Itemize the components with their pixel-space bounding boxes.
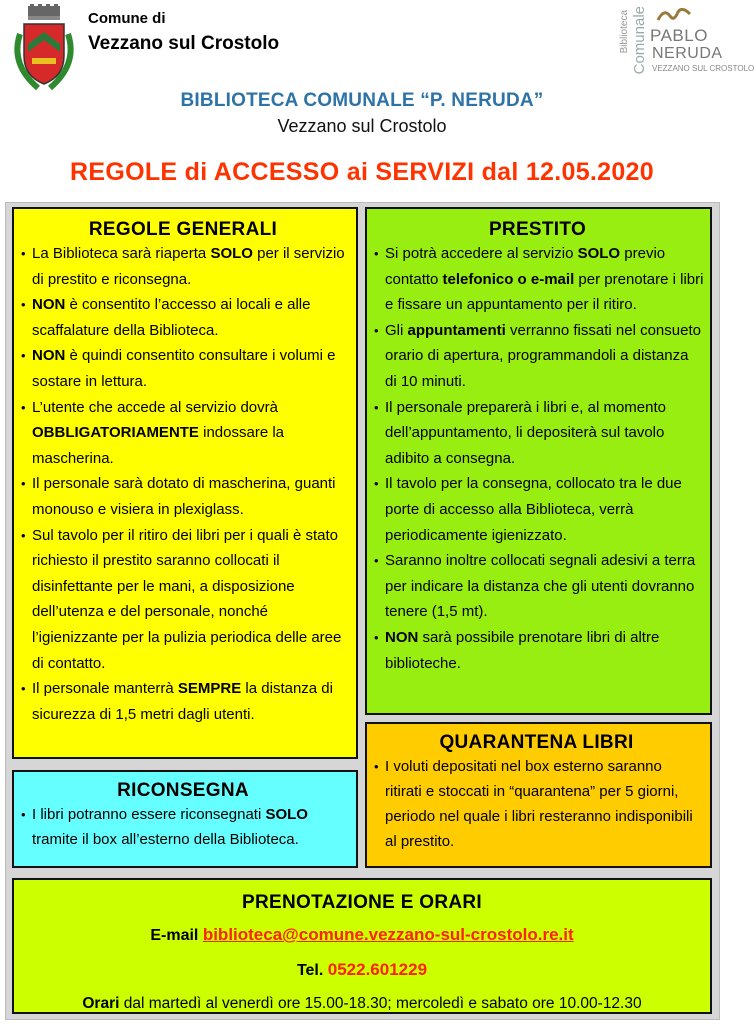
phone-line (22, 957, 702, 983)
list-item: • Il personale preparerà i libri e, al momento dell’appuntamento, li depositerà sul tavolo adibito a consegna. (371, 395, 704, 472)
list-item: • NON è consentito l’accesso ai locali e alle scaffalature della Biblioteca. (18, 292, 348, 343)
return-box (12, 770, 358, 868)
library-title: BIBLIOTECA COMUNALE “P. NERUDA” (180, 90, 544, 111)
email-line (22, 922, 702, 948)
general-rules-list (18, 241, 348, 727)
list-item: • L’utente che accede al servizio dovrà OBBLIGATORIAMENTE indossare la mascherina. (18, 395, 348, 472)
library-logo (612, 2, 754, 78)
comune-label: Comune di (88, 10, 166, 27)
email-label: E-mail (150, 927, 199, 944)
comune-crest-icon (8, 4, 80, 94)
list-item: • NON è quindi consentito consultare i volumi e sostare in lettura. (18, 343, 348, 394)
hours-text: dal martedì al venerdì ore 15.00-18.30; mercoledì e sabato ore 10.00-12.30 (119, 995, 642, 1012)
quarantine-box (365, 722, 712, 868)
logo-line2: NERUDA (652, 45, 723, 62)
list-item: • Il personale sarà dotato di mascherina, guanti monouso e visiera in plexiglass. (18, 471, 348, 522)
hours-line (22, 991, 702, 1016)
quarantine-title: QUARANTENA LIBRI (439, 732, 634, 753)
quarantine-list (371, 754, 702, 854)
list-item: • Sul tavolo per il ritiro dei libri per i quali è stato richiesto il prestito saranno collocati il disinfettante per le mani, a disposizione dell’utenza e del personale, nonché l’igienizzante per la pulizia periodica delle aree di contatto. (18, 523, 348, 677)
logo-vertical-small: Biblioteca (619, 10, 630, 54)
list-item: • I libri potranno essere riconsegnati SOLO tramite il box all’esterno della Biblioteca. (18, 802, 348, 852)
list-item: • Si potrà accedere al servizio SOLO previo contatto telefonico o e-mail per prenotare i libri e fissare un appuntamento per il ritiro. (371, 241, 704, 318)
general-rules-box (12, 207, 358, 759)
rules-title: REGOLE di ACCESSO ai SERVIZI dal 12.05.2020 (70, 158, 654, 186)
list-item: • NON sarà possibile prenotare libri di altre biblioteche. (371, 625, 704, 676)
return-list (18, 802, 348, 852)
email-link[interactable]: biblioteca@comune.vezzano-sul-crostolo.re.it (202, 925, 574, 944)
list-item: • Saranno inoltre collocati segnali adesivi a terra per indicare la distanza che gli utenti dovranno tenere (1,5 mt). (371, 548, 704, 625)
loan-list (371, 241, 704, 676)
signature-icon (656, 6, 692, 26)
loan-box (365, 207, 712, 715)
phone-number[interactable]: 0522.601229 (327, 960, 428, 979)
library-city: Vezzano sul Crostolo (277, 116, 447, 136)
list-item: • La Biblioteca sarà riaperta SOLO per il servizio di prestito e riconsegna. (18, 241, 348, 292)
list-item: • Gli appuntamenti verranno fissati nel consueto orario di apertura, programmandoli a distanza di 10 minuti. (371, 318, 704, 395)
logo-place: VEZZANO SUL CROSTOLO (652, 64, 754, 73)
logo-vertical-large: Comunale (631, 6, 648, 75)
loan-title: PRESTITO (488, 219, 587, 240)
booking-hours-title: PRENOTAZIONE E ORARI (242, 892, 482, 913)
list-item: • I voluti depositati nel box esterno saranno ritirati e stoccati in “quarantena” per 5 giorni, periodo nel quale i libri resteranno indisponibili al prestito. (371, 754, 702, 854)
logo-line1: PABLO (650, 26, 708, 45)
phone-label: Tel. (296, 962, 324, 979)
comune-name: Vezzano sul Crostolo (88, 33, 280, 54)
return-title: RICONSEGNA (117, 780, 249, 801)
hours-label: Orari (82, 995, 120, 1012)
list-item: • Il personale manterrà SEMPRE la distanza di sicurezza di 1,5 metri dagli utenti. (18, 676, 348, 727)
booking-hours-box (12, 878, 712, 1014)
list-item: • Il tavolo per la consegna, collocato tra le due porte di accesso alla Biblioteca, verrà periodicamente igienizzato. (371, 471, 704, 548)
general-rules-title: REGOLE GENERALI (88, 219, 278, 240)
